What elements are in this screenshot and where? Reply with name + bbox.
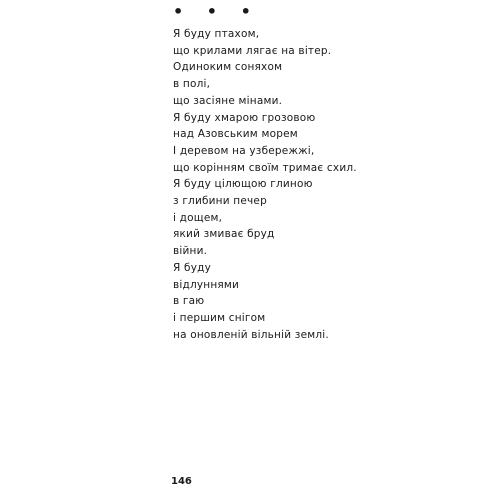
poem-line: і першим снігом (173, 311, 266, 324)
poem-line: над Азовським морем (173, 128, 298, 141)
poem-line: війни. (173, 245, 208, 258)
poem-line: що корінням своїм тримає схил. (173, 161, 357, 174)
poem-line: Я буду (173, 261, 211, 274)
poem-line: Я буду хмарою грозовою (173, 111, 316, 124)
page-number: 146 (171, 476, 192, 487)
poem-line: Я буду цілющою глиною (173, 178, 313, 191)
poem-line: в полі, (173, 78, 211, 91)
poem-line: що крилами лягає на вітер. (173, 44, 332, 57)
poem-line: відлуннями (173, 278, 240, 291)
poem-line: що засіяне мінами. (173, 94, 283, 107)
poem-line: Одиноким соняхом (173, 61, 283, 74)
poem-line: який змиває бруд (173, 228, 275, 241)
poem-line: І деревом на узбережжі, (173, 144, 315, 157)
poem-line: Я буду птахом, (173, 28, 260, 40)
poem-text (173, 26, 357, 343)
poem-line: в гаю (173, 295, 205, 308)
section-ornament: • • • (173, 2, 260, 21)
poem-line: і дощем, (173, 211, 223, 224)
poem-line: на оновленій вільній землі. (173, 328, 329, 341)
poem-line: з глибини печер (173, 195, 267, 208)
